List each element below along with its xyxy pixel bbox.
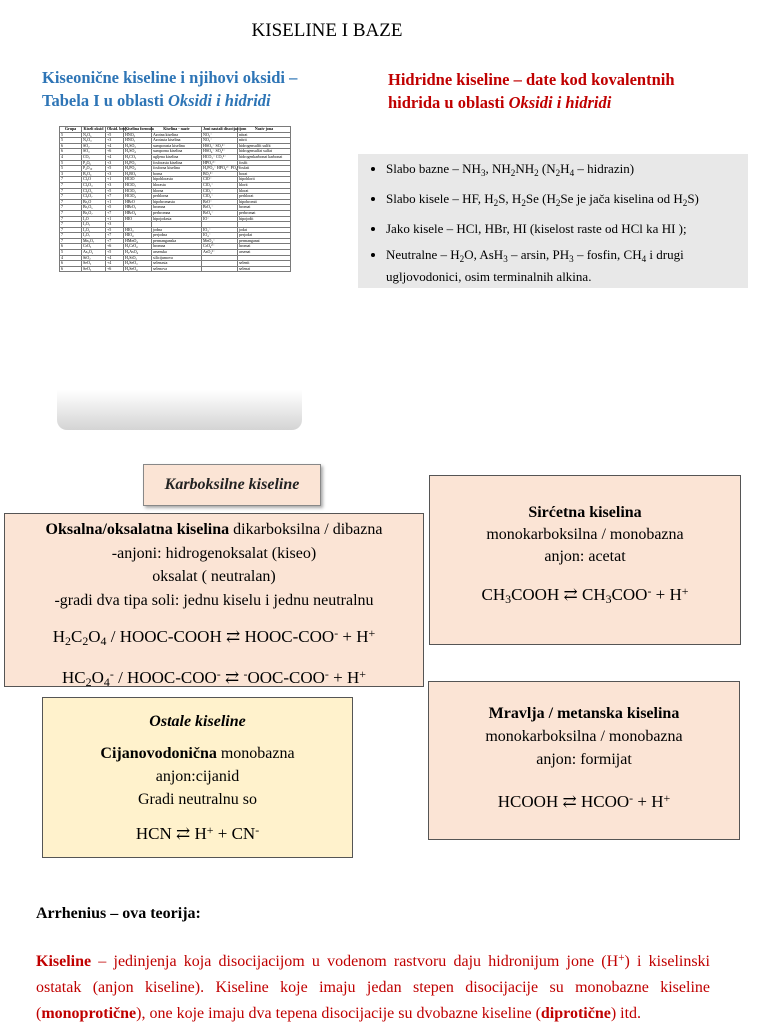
table-cell: +6 (106, 266, 124, 272)
table-cell: 7 (60, 216, 82, 222)
acid-definition-paragraph: Kiseline – jedinjenja koja disocijacijom u vodenom rastvoru daju hidronijum jone (H+) i kiselinski ostatak (anjon kiseline). Kiseline koje imaju jedan stepen disocijacije su monobazne kiseline (monoprotične), one koje imaju dva tepena disocijacije su dvobazne kiseline (diprotične) itd. (36, 952, 711, 1022)
oxalic-acid-desc: dikarboksilna / dibazna (229, 521, 383, 538)
hydride-acids-heading (388, 68, 758, 114)
table-cell: hidrogenkarbonat karbonat (238, 154, 291, 160)
table-cell: CrO₄²⁻ (202, 244, 238, 250)
table-cell: BrO₃⁻ (202, 205, 238, 211)
table-cell: H₂CO₃ (124, 154, 152, 160)
table-cell: IO⁻ (202, 216, 238, 222)
table-cell: 6 (60, 266, 82, 272)
table-cell: Cl₂O₇ (82, 194, 106, 200)
table-cell: 7 (60, 205, 82, 211)
table-cell: +7 (106, 233, 124, 239)
oxalic-oxalate: oksalat ( neutralan) (152, 568, 276, 585)
table-cell: sumporna kiselina (152, 149, 202, 155)
hydride-heading-line2: hidrida u oblasti (388, 93, 509, 112)
table-cell: +3 (106, 182, 124, 188)
table-cell: +5 (106, 166, 124, 172)
hydride-heading-line1: Hidridne kiseline – date kod kovalentnih (388, 70, 675, 89)
page-title: KISELINE I BAZE (251, 20, 403, 41)
table-cell: ugljena kiselina (152, 154, 202, 160)
table-cell: HCO₃⁻ CO₃²⁻ (202, 154, 238, 160)
table-cell: hromat (238, 244, 291, 250)
table-cell: Br₂O (82, 199, 106, 205)
table-cell: HIO₃ (124, 227, 152, 233)
table-cell: H₂SeO₃ (124, 261, 152, 267)
oxalic-equation-2: $HC_2O_4^-$ / HOOC-COO- ⇄ -OOC-COO- + H+ (62, 667, 366, 689)
table-cell: HIO (124, 216, 152, 222)
table-cell: Cl₂O₃ (82, 182, 106, 188)
table-cell: hidrogensulfit sulfit (238, 143, 291, 149)
table-cell: Azotna kiselina (152, 132, 202, 138)
hcn-salt: Gradi neutralnu so (137, 791, 258, 808)
table-cell: perjodna (152, 233, 202, 239)
table-cell: +5 (106, 250, 124, 256)
oxyacids-table-image (57, 126, 302, 430)
table-cell: +7 (106, 210, 124, 216)
formic-acid-desc: monokarboksilna / monobazna (485, 728, 683, 745)
hydride-list-item: • Jako kisele – HCl, HBr, HI (kiselost raste od HCl ka HI ); (386, 220, 748, 238)
table-cell: 7 (60, 222, 82, 228)
table-cell: I₂O₇ (82, 233, 106, 239)
table-cell: IO₄⁻ (202, 233, 238, 239)
acetic-anion: anjon: acetat (544, 548, 626, 565)
table-cell: hipojodit (238, 216, 291, 222)
table-cell: permanganat (238, 238, 291, 244)
table-cell: HNO₃ (124, 132, 152, 138)
hydride-list-box (358, 154, 748, 288)
table-header-cell: Grupa (60, 127, 82, 133)
table-fade (57, 390, 302, 430)
table-cell: I₂O (82, 216, 106, 222)
table-cell: ClO₂⁻ (202, 182, 238, 188)
table-cell: IO₃⁻ (202, 227, 238, 233)
formic-equation: HCOOH ⇄ HCOO- + H+ (497, 791, 671, 811)
table-cell: hipobromasta (152, 199, 202, 205)
table-cell: +6 (106, 149, 124, 155)
acetic-acid-box (429, 475, 741, 645)
table-cell: 4 (60, 154, 82, 160)
table-cell: ClO₃⁻ (202, 188, 238, 194)
table-cell: arsenska (152, 250, 202, 256)
table-cell: HClO (124, 177, 152, 183)
table-cell: arsenat (238, 250, 291, 256)
table-cell: Br₂O₇ (82, 210, 106, 216)
table-cell: hipohlorit (238, 177, 291, 183)
table-cell: selenova (152, 266, 202, 272)
table-cell: selenasta (152, 261, 202, 267)
table-cell: borat (238, 171, 291, 177)
arrhenius-heading: Arrhenius – ova teorija: (36, 905, 201, 922)
table-cell: 7 (60, 210, 82, 216)
table-cell: perhlorat (238, 194, 291, 200)
acetic-acid-name: Sirćetna kiselina (528, 504, 642, 521)
table-cell: 6 (60, 244, 82, 250)
table-cell: nitrat (238, 132, 291, 138)
table-cell: +1 (106, 177, 124, 183)
oxalic-acid-box (4, 513, 424, 687)
oxalic-salts: -gradi dva tipa soli: jednu kiselu i jednu neutralnu (54, 591, 374, 609)
table-header-cell: Joni nastali disocijacijom (203, 126, 247, 131)
table-cell: CO₂ (82, 154, 106, 160)
table-cell (202, 266, 238, 272)
table-cell: SeO₂ (82, 261, 106, 267)
table-cell: 7 (60, 227, 82, 233)
table-cell: SO₃ (82, 149, 106, 155)
table-cell: 7 (60, 238, 82, 244)
table-cell: As₂O₅ (82, 250, 106, 256)
table-cell: 6 (60, 261, 82, 267)
table-row (60, 238, 291, 244)
table-cell: SiO₂ (82, 255, 106, 261)
table-cell: sumporasta kiselina (152, 143, 202, 149)
table-cell: borna (152, 171, 202, 177)
table-cell: HIO₄ (124, 233, 152, 239)
table-cell: 7 (60, 199, 82, 205)
table-cell: jodat (238, 227, 291, 233)
table-cell: N₂O₃ (82, 138, 106, 144)
hydride-heading-italic: Oksidi i hidridi (508, 93, 612, 112)
table-cell: +6 (106, 244, 124, 250)
other-acids-title: Ostale kiseline (149, 713, 246, 730)
oxyacids-heading-line1: Kiseonične kiseline i njihovi oksidi – (42, 68, 298, 87)
acetic-acid-desc: monokarboksilna / monobazna (486, 526, 684, 543)
table-cell: 7 (60, 188, 82, 194)
table-cell: Br₂O₅ (82, 205, 106, 211)
table-cell: N₂O₅ (82, 132, 106, 138)
hydride-list-item: • Slabo kisele – HF, $H_2S$, $H_2Se$ ($H_2Se$ je jača kiselina od $H_2S$) (386, 190, 748, 212)
table-cell: H₃BO₃ (124, 171, 152, 177)
table-cell: perjodat (238, 233, 291, 239)
hydride-list-item: • Neutralne – $H_2O$, AsH$_3$ – arsin, $PH_3$ – fosfin, $CH_4$ i drugi ugljovodonici, osim terminalnih alkina. (386, 246, 748, 286)
table-cell: +3 (106, 222, 124, 228)
table-cell: H₂PO₄⁻ HPO₄²⁻ PO₄³⁻ (203, 165, 241, 171)
table-cell: HClO₃ (124, 188, 152, 194)
table-row (60, 266, 291, 272)
table-cell: CrO₃ (82, 244, 106, 250)
table-cell: Azotasta kiselina (152, 138, 202, 144)
table-cell: +4 (106, 255, 124, 261)
hcn-desc: monobazna (216, 745, 295, 762)
table-cell: perhlorna (152, 194, 202, 200)
carboxylic-acids-label: Karboksilne kiseline (143, 464, 321, 506)
table-cell: nitrit (238, 138, 291, 144)
table-cell: selenat (238, 266, 291, 272)
table-cell: +3 (106, 138, 124, 144)
table-cell: +3 (106, 171, 124, 177)
table-cell: AsO₄³⁻ (202, 250, 238, 256)
table-cell: HBrO₄ (124, 210, 152, 216)
table-cell: permanganska (152, 238, 202, 244)
table-cell: +4 (106, 143, 124, 149)
table-cell: HNO₂ (124, 138, 152, 144)
table-cell: HBrO₃ (124, 205, 152, 211)
table-cell: BrO₄⁻ (202, 210, 238, 216)
table-header-cell: Naziv jona (238, 127, 291, 133)
table-cell: Cl₂O₅ (82, 188, 106, 194)
oxalic-acid-name: Oksalna/oksalatna kiselina (45, 521, 230, 538)
table-cell: bromna (152, 205, 202, 211)
table-cell: 4 (60, 255, 82, 261)
oxalic-anions: -anjoni: hidrogenoksalat (kiseo) (111, 544, 317, 562)
table-cell: H₂CrO₄ (124, 244, 152, 250)
table-cell: H₃PO₃ (124, 160, 152, 166)
table-cell: I₂O₃ (82, 222, 106, 228)
table-cell: H₂SeO₄ (124, 266, 152, 272)
hydride-list-item: • Slabo bazne – $NH_3$, $NH_2NH_2$ ($N_2H_4$ – hidrazin) (386, 160, 748, 182)
table-cell: H₂SiO₃ (124, 255, 152, 261)
table-cell: P₄O₆ (82, 160, 106, 166)
table-cell: NO₂⁻ (202, 138, 238, 144)
table-cell: silicijumova (152, 255, 202, 261)
table-cell: hlorasta (152, 182, 202, 188)
table-cell: +7 (106, 194, 124, 200)
table-cell: bromat (238, 205, 291, 211)
table-cell: HPO₃²⁻ (202, 160, 238, 166)
table-cell: hromna (152, 244, 202, 250)
table-header-cell: Oksid. broj (107, 126, 127, 131)
formic-anion: anjon: formijat (536, 751, 632, 768)
formic-acid-box (428, 681, 740, 840)
table-cell: 5 (60, 132, 82, 138)
table-cell: HMnO₄ (124, 238, 152, 244)
table-cell: +1 (106, 216, 124, 222)
table-cell: NO₃⁻ (202, 132, 238, 138)
table-cell: hlorat (238, 188, 291, 194)
table-cell: perbromna (152, 210, 202, 216)
table-header-cell: Kiseli oksid (82, 127, 106, 133)
table-cell: H₂SO₄ (124, 149, 152, 155)
table-cell: Cl₂O (82, 177, 106, 183)
oxyacids-table (59, 126, 291, 272)
table-cell: 5 (60, 166, 82, 172)
table-cell: fosfit (238, 160, 291, 166)
table-cell: SO₂ (82, 143, 106, 149)
table-cell: hipojodasta (152, 216, 202, 222)
table-cell: 7 (60, 233, 82, 239)
table-cell: +1 (106, 199, 124, 205)
table-cell: +5 (106, 205, 124, 211)
table-cell: H₃AsO₄ (124, 250, 152, 256)
formic-acid-name: Mravlja / metanska kiselina (488, 705, 680, 722)
table-cell: 3 (60, 171, 82, 177)
table-cell: 6 (60, 143, 82, 149)
table-cell: perbromat (238, 210, 291, 216)
table-cell: +5 (106, 188, 124, 194)
table-cell: B₂O₃ (82, 171, 106, 177)
table-cell: hlorna (152, 188, 202, 194)
hcn-anion: anjon:cijanid (155, 768, 240, 785)
table-cell: H₂SO₃ (124, 143, 152, 149)
table-cell: hidrogensulfat sulfat (238, 149, 291, 155)
table-cell: 6 (60, 149, 82, 155)
table-cell: MnO₄⁻ (202, 238, 238, 244)
oxalic-equation-1: $H_2C_2O_4$ / HOOC-COOH ⇄ HOOC-COO- + H+ (52, 626, 376, 648)
table-cell: +4 (106, 261, 124, 267)
table-cell: hlorit (238, 182, 291, 188)
table-cell: +5 (106, 227, 124, 233)
table-cell: BrO⁻ (202, 199, 238, 205)
table-cell: +4 (106, 154, 124, 160)
oxyacids-heading (42, 66, 362, 112)
table-header-cell: Kiselina formula (125, 126, 154, 131)
table-cell: +7 (106, 238, 124, 244)
table-cell: Mn₂O₇ (82, 238, 106, 244)
table-cell: I₂O₅ (82, 227, 106, 233)
table-cell: 5 (60, 138, 82, 144)
table-cell: ClO₄⁻ (202, 194, 238, 200)
table-cell: P₄O₁₀ (82, 166, 106, 172)
table-cell: ClO⁻ (202, 177, 238, 183)
table-cell: HClO₂ (124, 182, 152, 188)
table-cell: fosfati (238, 166, 291, 172)
other-acids-box (42, 697, 353, 858)
table-header-cell: Kiselina - naziv (152, 127, 202, 133)
table-cell: fosforna kiselina (152, 166, 202, 172)
table-cell: hipobromit (238, 199, 291, 205)
table-cell: fosforasta kiselina (152, 160, 202, 166)
acid-term: Kiseline (36, 953, 92, 970)
table-cell: 5 (60, 250, 82, 256)
table-cell: HSO₄⁻ SO₄²⁻ (202, 149, 238, 155)
table-cell: HClO₄ (124, 194, 152, 200)
table-cell: jodna (152, 227, 202, 233)
table-cell: +5 (106, 132, 124, 138)
table-cell: hipohlorasta (152, 177, 202, 183)
acetic-equation: $CH_3COOH$ ⇄ $CH_3COO^- + H^+$ (481, 584, 689, 606)
hcn-name: Cijanovodonična (100, 745, 217, 762)
oxyacids-heading-line2: Tabela I u oblasti (42, 91, 168, 110)
table-cell: HSO₃⁻ SO₃²⁻ (202, 143, 238, 149)
table-cell: 7 (60, 194, 82, 200)
table-cell: +3 (106, 160, 124, 166)
table-cell: 7 (60, 177, 82, 183)
table-cell: BO₃³⁻ (202, 171, 238, 177)
table-cell: 7 (60, 182, 82, 188)
table-cell: selenit (238, 261, 291, 267)
table-cell: HBrO (124, 199, 152, 205)
oxyacids-heading-italic: Oksidi i hidridi (167, 91, 271, 110)
hcn-equation: HCN ⇄ H+ + CN- (135, 823, 260, 843)
table-cell: H₃PO₄ (124, 166, 152, 172)
table-cell: 5 (60, 160, 82, 166)
table-cell: SeO₃ (82, 266, 106, 272)
